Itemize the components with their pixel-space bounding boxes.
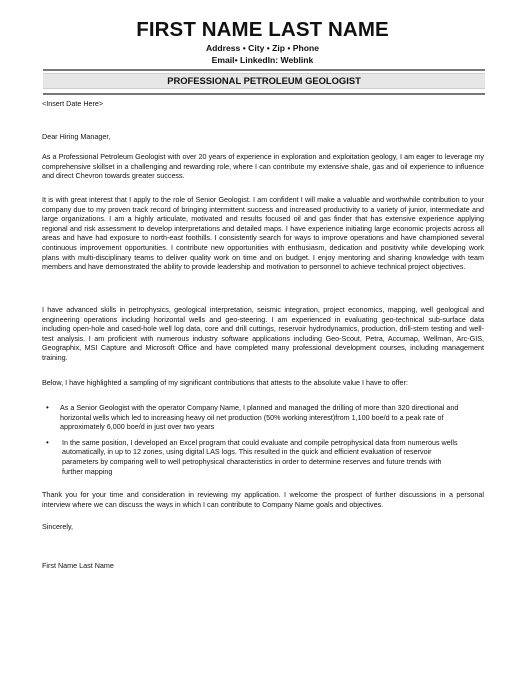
applicant-name: FIRST NAME LAST NAME (136, 18, 389, 41)
bullet-icon: • (46, 437, 49, 447)
job-title: PROFESSIONAL PETROLEUM GEOLOGIST (43, 73, 485, 89)
contact-address-line: Address • City • Zip • Phone (205, 43, 320, 53)
paragraph-highlights-intro: Below, I have highlighted a sampling of my significant contributions that attests to the absolute value I have to offer: (42, 378, 408, 387)
paragraph-intro: As a Professional Petroleum Geologist with over 20 years of experience in exploration and exploitation geology, I am eager to leverage my comprehensive skillset in a challenging and rewarding role, where I can contribute my extensive shale, gas and oil experience to influence and direct Chevron towards greater success. (42, 152, 484, 181)
paragraph-skills: I have advanced skills in petrophysics, geological interpretation, seismic integration, project economics, mapping, well geological and engineering operations including horizontal wells and geo-steering. I am experienced in evaluating geo-technical sub-surface data including open-hole and cased-hole well log data, core and drill cuttings, reservoir hydrodynamics, production, drill-stem testing and well-test analysis. I am proficient with numerous industry software applications including Geo-Scout, Petra, Accumap, Wellman, Arc-GIS, Geographix, MSI Capture and Microsoft Office and have completed many professional development courses, including management training. (42, 305, 484, 362)
signature-name: First Name Last Name (42, 561, 114, 570)
signoff: Sincerely, (42, 522, 74, 531)
paragraph-experience: It is with great interest that I apply to the role of Senior Geologist. I am confident I will make a valuable and worthwhile contribution to your company due to my proven track record of bringing intermittent success and increased productivity to a variety of junior, intermediate and large organizations. I am a highly articulate, motivated and results focused oil and gas finder that has extensive experience applying regional and risk assessment to develop interpretations and detailed maps. I have experience initiating large economic projects across all areas and have had exposure to north-east foothills. I consistently search for ways to improve operations and have championed several continuous improvement opportunities. I contribute new opportunities with enthusiasm, dedication and positivity while developing work plans with multi-disciplinary teams to deliver quality work on time and on budget. I enjoy mentoring and sharing knowledge with team members and have demonstrated the ability to provide leadership and motivation to personnel to achieve technical project objectives. (42, 195, 484, 272)
bullet-icon: • (46, 403, 49, 412)
letter-date: <Insert Date Here> (42, 99, 104, 108)
list-item-text: As a Senior Geologist with the operator Company Name, I planned and managed the drilling of more than 320 directional and horizontal wells which led to increasing heavy oil net production (50% working interest)from 1,100 boe/d to a peak rate of approximately 6,000 boe/d in just over two years (60, 403, 459, 432)
paragraph-closing: Thank you for your time and consideration in reviewing my application. I welcome the prospect of further discussions in a personal interview where we can discuss the ways in which I can contribute to Company Name goals and objectives. (42, 490, 484, 509)
contact-email-line: Email• LinkedIn: Weblink (211, 55, 314, 65)
job-title-banner (43, 69, 485, 95)
list-item (42, 403, 460, 432)
salutation: Dear Hiring Manager, (42, 132, 111, 141)
contributions-list (42, 403, 484, 482)
list-item-text: In the same position, I developed an Excel program that could evaluate and compile petrophysical data from numerous wells automatically, in up to 12 zones, using digital LAS logs. This resulted in the quick and efficient evaluation of reservoir parameters by comparing well to well petrophysical characteristics in order to determine reserves and future trends with further mapping (62, 437, 458, 476)
list-item (42, 438, 462, 476)
